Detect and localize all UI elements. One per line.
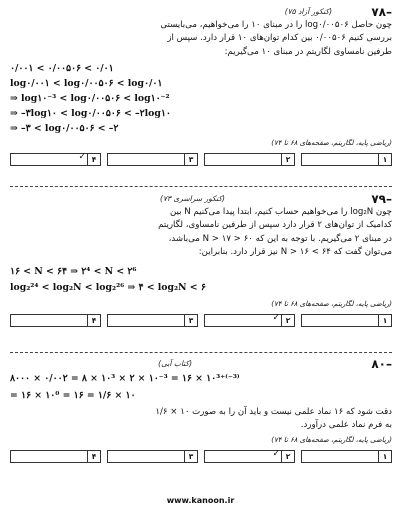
option-3[interactable]: ۳ xyxy=(107,314,198,327)
option-1[interactable]: ۱ xyxy=(301,450,392,463)
check-icon: ✓ xyxy=(272,448,280,459)
divider xyxy=(10,352,392,353)
answer-options xyxy=(10,153,392,166)
divider xyxy=(10,186,392,187)
text-line: به فرم نماد علمی درآورد. xyxy=(300,420,392,431)
math-line: ⇒ –۳log۱۰ < log۰/۰۰۵۰۶ < –۲log۱۰ xyxy=(10,108,171,120)
math-line: ⇒ –۳ < log۰/۰۰۵۰۶ < –۲ xyxy=(10,123,119,135)
math-line: log₂²⁴ < log₂N < log₂²⁶ ⇒ ۴ < log₂N < ۶ xyxy=(10,281,206,293)
text-line: چون حاصل log۰/۰۰۵۰۶ را در مبنای ۱۰ را می‌خواهیم، می‌بایستی xyxy=(160,20,392,30)
math-line: ۱۶ < N < ۶۴ ⇒ ۲⁴ < N < ۲⁶ xyxy=(10,265,137,277)
option-4[interactable]: ۴ xyxy=(10,314,101,327)
option-1[interactable]: ۱ xyxy=(301,153,392,166)
text-line: دقت شود که ۱۶ نماد علمی نیست و باید آن را به صورت ۱۰ × ۱/۶ xyxy=(155,407,392,417)
check-icon: ✓ xyxy=(78,152,86,163)
option-4[interactable]: ۴ xyxy=(10,450,101,463)
option-3[interactable]: ۳ xyxy=(107,153,198,166)
question-source: (کنکور سراسری ۷۳) xyxy=(160,194,225,203)
math-line: = ۱۶ × ۱۰⁰ = ۱۶ = ۱/۶ × ۱۰ xyxy=(10,390,136,401)
footer-url[interactable]: www.kanoon.ir xyxy=(166,496,235,505)
option-3[interactable]: ۳ xyxy=(107,450,198,463)
math-line: ⇒ log۱۰⁻³ < log۰/۰۰۵۰۶ < log۱۰⁻² xyxy=(10,93,170,105)
question-79 xyxy=(10,192,392,327)
question-80 xyxy=(10,357,392,463)
text-line: بررسی کنیم ۰/۰۰۵۰۶ بین کدام توان‌های ۱۰ قرار دارد. سپس از xyxy=(167,33,392,44)
answer-options xyxy=(10,314,392,327)
question-number: –۸۰ xyxy=(371,357,392,371)
text-line: طرفین نامساوی لگاریتم در مبنای ۱۰ می‌گیریم: xyxy=(224,46,392,57)
question-78 xyxy=(10,5,392,166)
answer-options xyxy=(10,450,392,463)
reference-note: (ریاضی پایه، لگاریتم، صفحه‌های ۶۸ تا ۷۴) xyxy=(271,299,392,308)
text-line: کدامیک از توان‌های ۲ قرار دارد سپس از طرفین نامساوی، لگاریتم xyxy=(158,220,392,231)
reference-note: (ریاضی پایه، لگاریتم، صفحه‌های ۶۸ تا ۷۴) xyxy=(271,435,392,444)
option-2[interactable]: ۲ xyxy=(204,153,295,166)
option-2[interactable]: ۲ ✓ xyxy=(204,450,295,463)
question-number: –۷۹ xyxy=(371,192,392,206)
text-line: می‌توان گفت که ۶۴ > N > ۱۶ نیز قرار دارد. بنابراین: xyxy=(198,247,392,258)
reference-note: (ریاضی پایه، لگاریتم، صفحه‌های ۶۸ تا ۷۴) xyxy=(271,139,392,148)
text-line: چون log₂N را می‌خواهیم حساب کنیم، ابتدا پیدا می‌کنیم N بین xyxy=(169,207,392,217)
option-1[interactable]: ۱ xyxy=(301,314,392,327)
text-line: در مبنای ۲ می‌گیریم. با توجه به این که ۶۰ < N > ۱۷ می‌باشد، xyxy=(168,233,392,244)
question-number: –۷۸ xyxy=(371,5,392,19)
option-2[interactable]: ۲ ✓ xyxy=(204,314,295,327)
question-source: (کنکور آزاد ۷۵) xyxy=(284,7,332,16)
option-4[interactable]: ۴ ✓ xyxy=(10,153,101,166)
math-line: ۰/۰۰۱ < ۰/۰۰۵۰۶ < ۰/۰۱ xyxy=(10,63,114,75)
math-line: log۰/۰۰۱ < log۰/۰۰۵۰۶ < log۰/۰۱ xyxy=(10,78,163,90)
question-source: (کتاب آبی) xyxy=(158,359,192,368)
math-line: ۸۰۰۰ × ۰/۰۰۲ = ۸ × ۱۰³ × ۲ × ۱۰⁻³ = ۱۶ × ۱۰³⁺⁽⁻³⁾ xyxy=(10,373,240,384)
check-icon: ✓ xyxy=(272,312,280,323)
